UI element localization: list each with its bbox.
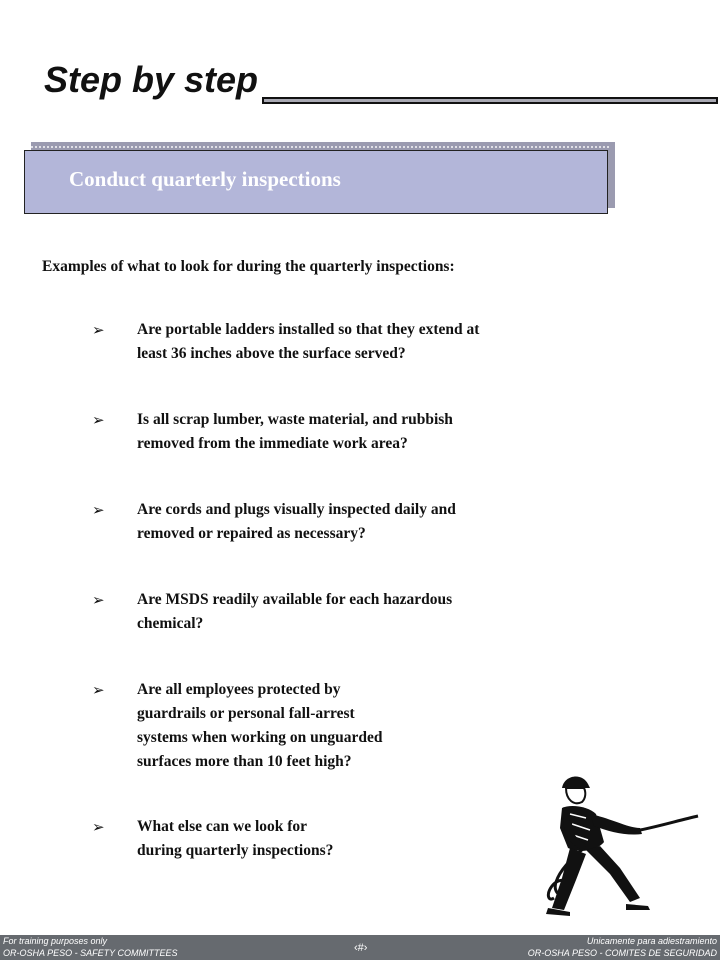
intro-text: Examples of what to look for during the quarterly inspections:	[42, 258, 455, 275]
arrow-bullet-icon: ➢	[92, 321, 105, 339]
footer-training-note: For training purposes only	[3, 936, 108, 946]
arrow-bullet-icon: ➢	[92, 681, 105, 699]
footer-bar	[0, 935, 720, 960]
checklist-line: chemical?	[137, 615, 204, 632]
arrow-bullet-icon: ➢	[92, 501, 105, 519]
checklist-line: Is all scrap lumber, waste material, and rubbish	[137, 411, 453, 428]
page-title: Step by step	[44, 59, 259, 100]
section-banner	[24, 150, 608, 214]
checklist-line: Are cords and plugs visually inspected daily and	[137, 501, 456, 518]
checklist-line: What else can we look for	[137, 818, 308, 835]
worker-pulling-rope-icon	[540, 770, 705, 920]
checklist-line: Are portable ladders installed so that they extend at	[137, 321, 480, 338]
banner-heading: Conduct quarterly inspections	[69, 167, 341, 191]
checklist-line: Are all employees protected by	[137, 681, 341, 698]
checklist-line: guardrails or personal fall-arrest	[137, 705, 355, 722]
footer-program-name: OR-OSHA PESO - SAFETY COMMITTEES	[3, 948, 178, 958]
arrow-bullet-icon: ➢	[92, 591, 105, 609]
checklist-line: during quarterly inspections?	[137, 842, 334, 859]
title-underline-rule	[262, 97, 718, 104]
arrow-bullet-icon: ➢	[92, 411, 105, 429]
arrow-bullet-icon: ➢	[92, 818, 105, 836]
checklist-line: systems when working on unguarded	[137, 729, 383, 746]
checklist-line: surfaces more than 10 feet high?	[137, 753, 352, 770]
checklist-line: Are MSDS readily available for each hazardous	[137, 591, 453, 608]
footer-training-note-es: Unicamente para adiestramiento	[586, 936, 717, 946]
footer-program-name-es: OR-OSHA PESO - COMITES DE SEGURIDAD	[527, 948, 717, 958]
checklist-line: removed from the immediate work area?	[137, 435, 408, 452]
checklist-line: removed or repaired as necessary?	[137, 525, 366, 542]
checklist-line: least 36 inches above the surface served?	[137, 345, 406, 362]
footer-page-number: ‹#›	[354, 942, 368, 954]
